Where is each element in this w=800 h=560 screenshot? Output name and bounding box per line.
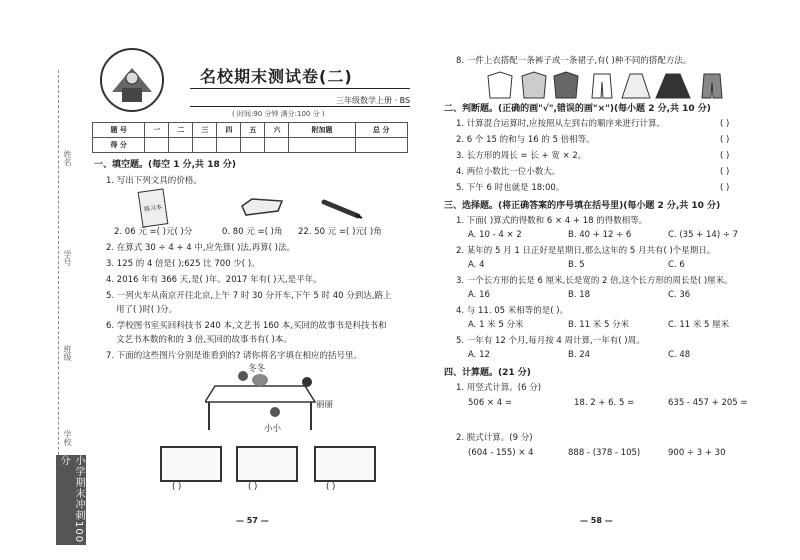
logo-badge xyxy=(98,46,166,114)
score-input[interactable] xyxy=(355,138,407,153)
choice-5-a[interactable]: A. 12 xyxy=(468,350,490,360)
calc-1-item-2: 18. 2 + 6. 5 = xyxy=(574,398,635,408)
pen-image xyxy=(320,198,364,220)
choice-5-question: 5. 一年有 12 个月,每月按 4 周计算,一年有( )周。 xyxy=(456,336,645,346)
score-cell: 二 xyxy=(169,123,193,138)
judge-3: 3. 长方形的周长 = 长 + 宽 × 2。 xyxy=(456,151,587,161)
question-6-line2: 文艺书本数的和的 3 倍,买回的故事书有( )本。 xyxy=(116,335,292,345)
score-input[interactable] xyxy=(145,138,169,153)
pig-blank-3[interactable]: ( ) xyxy=(326,482,336,492)
choice-3-c[interactable]: C. 36 xyxy=(668,290,691,300)
score-cell: 题 号 xyxy=(93,123,145,138)
choice-1-question: 1. 下面( )算式的得数和 6 × 4 + 18 的得数相等。 xyxy=(456,216,648,226)
page-title: 名校期末测试卷(二) xyxy=(200,67,353,86)
calc-1-heading: 1. 用竖式计算。(6 分) xyxy=(456,383,542,393)
score-cell: 附加题 xyxy=(289,123,355,138)
calc-2-item-2: 888 - (378 - 105) xyxy=(568,448,641,458)
section-2-heading: 二、判断题。(正确的画"√",错误的画"×")(每小题 2 分,共 10 分) xyxy=(444,104,711,114)
name-dongdong: 冬冬 xyxy=(248,364,266,374)
choice-1-b[interactable]: B. 40 + 12 ÷ 6 xyxy=(568,230,632,240)
clothing-images xyxy=(484,70,734,100)
judge-5: 5. 下午 6 时也就是 18:00。 xyxy=(456,183,565,193)
score-cell: 四 xyxy=(217,123,241,138)
calc-2-item-1: (604 - 155) × 4 xyxy=(468,448,534,458)
notebook-image xyxy=(138,188,169,227)
score-input[interactable] xyxy=(193,138,217,153)
field-school-label: 学校 xyxy=(63,430,72,446)
name-xiaoxiao: 小小 xyxy=(264,424,282,434)
section-3-heading: 三、选择题。(将正确答案的序号填在括号里)(每小题 2 分,共 10 分) xyxy=(444,201,721,211)
pig-blank-2[interactable]: ( ) xyxy=(248,482,258,492)
judge-blank-4[interactable]: ( ) xyxy=(720,167,730,177)
eraser-image xyxy=(238,196,284,218)
pig-picture-3 xyxy=(314,446,376,482)
judge-1: 1. 计算混合运算时,应按照从左到右的顺序来进行计算。 xyxy=(456,119,666,129)
pig-picture-1 xyxy=(160,446,222,482)
price-2: 0. 80 元 =( )角 xyxy=(222,227,283,237)
choice-4-a[interactable]: A. 1 米 5 分米 xyxy=(468,320,524,330)
choice-3-b[interactable]: B. 18 xyxy=(568,290,591,300)
choice-2-c[interactable]: C. 6 xyxy=(668,260,685,270)
score-cell: 得 分 xyxy=(93,138,145,153)
calc-1-item-1: 506 × 4 = xyxy=(468,398,512,408)
score-table xyxy=(92,122,408,153)
subtitle-rule xyxy=(190,106,410,107)
pig-picture-2 xyxy=(236,446,298,482)
brand-label: 小学期末冲刺100分 xyxy=(58,455,84,544)
exam-info: ( 时间:90 分钟 满分:100 分 ) xyxy=(232,110,325,118)
field-name-label: 姓名 xyxy=(63,150,72,166)
judge-4: 4. 两位小数比一位小数大。 xyxy=(456,167,561,177)
question-1: 1. 写出下列文具的价格。 xyxy=(106,176,202,186)
notebook-label: 练习本 xyxy=(143,203,163,214)
choice-1-a[interactable]: A. 10 - 4 × 2 xyxy=(468,230,522,240)
score-cell: 一 xyxy=(145,123,169,138)
judge-blank-5[interactable]: ( ) xyxy=(720,183,730,193)
field-id-label: 学号 xyxy=(63,250,72,266)
name-lili: 丽丽 xyxy=(316,400,334,410)
score-input[interactable] xyxy=(169,138,193,153)
choice-2-a[interactable]: A. 4 xyxy=(468,260,485,270)
question-4: 4. 2016 年有 366 天,是( )年。2017 年有( )天,是平年。 xyxy=(106,275,322,285)
score-input[interactable] xyxy=(217,138,241,153)
cut-line xyxy=(58,70,59,490)
section-4-heading: 四、计算题。(21 分) xyxy=(444,368,531,378)
choice-5-c[interactable]: C. 48 xyxy=(668,350,691,360)
judge-blank-2[interactable]: ( ) xyxy=(720,135,730,145)
choice-4-c[interactable]: C. 11 米 5 厘米 xyxy=(668,320,730,330)
page-number-left: — 57 — xyxy=(236,516,269,525)
calc-1-item-3: 635 - 457 + 205 = xyxy=(668,398,748,408)
choice-3-question: 3. 一个长方形的长是 6 厘米,长是宽的 2 倍,这个长方形的周长是( )厘米。 xyxy=(456,276,733,286)
choice-4-question: 4. 与 11. 05 米相等的是( )。 xyxy=(456,306,569,316)
binding-strip xyxy=(0,0,86,560)
price-1: 2. 06 元 =( )元( )分 xyxy=(114,227,193,237)
score-cell: 六 xyxy=(265,123,289,138)
calc-2-heading: 2. 脱式计算。(9 分) xyxy=(456,433,533,443)
judge-2: 2. 6 个 15 的和与 16 的 5 倍相等。 xyxy=(456,135,595,145)
price-3: 22. 50 元 =( )元( )角 xyxy=(298,227,382,237)
calc-2-item-3: 900 ÷ 3 + 30 xyxy=(668,448,726,458)
question-7: 7. 下面的这些图片分别是谁看到的? 请你将名字填在相应的括号里。 xyxy=(106,351,363,361)
question-5-line1: 5. 一列火车从南京开往北京,上午 7 时 30 分开车,下午 5 时 40 分到达,路上 xyxy=(106,291,392,301)
question-6-line1: 6. 学校图书室买回科技书 240 本,文艺书 160 本,买回的故事书是科技书和 xyxy=(106,321,387,331)
field-class-label: 班级 xyxy=(63,345,72,361)
score-cell: 总 分 xyxy=(355,123,407,138)
pig-blank-1[interactable]: ( ) xyxy=(172,482,182,492)
score-input[interactable] xyxy=(289,138,355,153)
score-input[interactable] xyxy=(241,138,265,153)
question-8: 8. 一件上衣搭配一条裤子或一条裙子,有( )种不同的搭配方法。 xyxy=(456,56,692,66)
score-cell: 五 xyxy=(241,123,265,138)
question-2: 2. 在算式 30 ÷ 4 + 4 中,应先算( )法,再算( )法。 xyxy=(106,243,295,253)
score-cell: 三 xyxy=(193,123,217,138)
choice-2-question: 2. 某年的 5 月 1 日正好是星期日,那么这年的 5 月共有( )个星期日。 xyxy=(456,246,716,256)
choice-3-a[interactable]: A. 16 xyxy=(468,290,490,300)
choice-4-b[interactable]: B. 11 米 5 分米 xyxy=(568,320,630,330)
choice-5-b[interactable]: B. 24 xyxy=(568,350,591,360)
title-underline xyxy=(190,88,410,89)
page-number-right: — 58 — xyxy=(580,516,613,525)
judge-blank-3[interactable]: ( ) xyxy=(720,151,730,161)
choice-2-b[interactable]: B. 5 xyxy=(568,260,585,270)
score-header-row xyxy=(93,123,408,138)
judge-blank-1[interactable]: ( ) xyxy=(720,119,730,129)
question-5-line2: 用了( )时( )分。 xyxy=(116,305,178,315)
question-3: 3. 125 的 4 倍是( );625 比 700 少( )。 xyxy=(106,259,260,269)
score-input[interactable] xyxy=(265,138,289,153)
choice-1-c[interactable]: C. (35 + 14) ÷ 7 xyxy=(668,230,739,240)
exam-subtitle: 三年级数学上册 · BS xyxy=(336,96,411,105)
score-value-row xyxy=(93,138,408,153)
section-1-heading: 一、填空题。(每空 1 分,共 18 分) xyxy=(94,160,236,170)
